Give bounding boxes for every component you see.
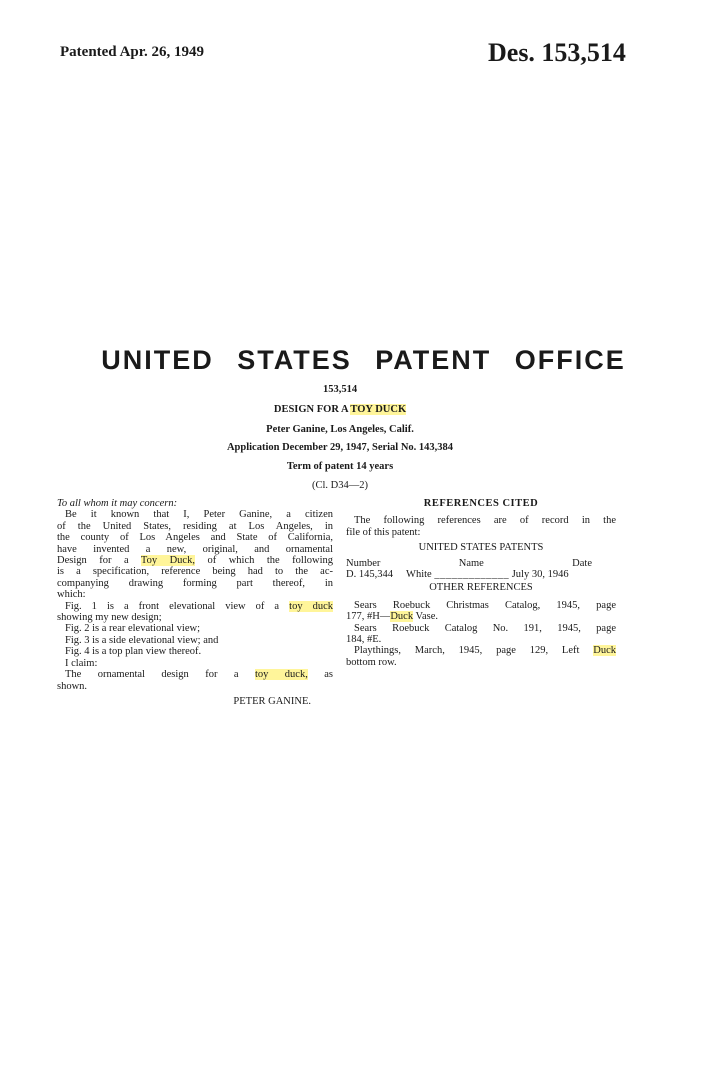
toy-duck-highlight: Toy Duck, — [140, 555, 195, 567]
patent-ref-number: D. 145,344 — [346, 569, 393, 581]
fig-line: Fig. 3 is a side elevational view; and — [65, 634, 219, 646]
table-header-date: Date — [572, 557, 592, 569]
us-patents-heading: UNITED STATES PATENTS — [418, 542, 544, 554]
patent-ref-date: July 30, 1946 — [511, 569, 569, 581]
design-number: 153,514 — [322, 384, 358, 395]
spec-line: have invented a new, original, and ornamental — [57, 543, 333, 555]
references-heading: REFERENCES CITED — [423, 498, 539, 509]
specification-column — [57, 498, 333, 707]
table-header-row — [346, 558, 616, 569]
toy-duck-highlight: toy duck, — [254, 669, 308, 681]
design-subject-highlight: TOY DUCK — [350, 404, 407, 415]
refs-intro: file of this patent: — [346, 526, 421, 538]
patented-date: Patented Apr. 26, 1949 — [60, 44, 205, 60]
references-column — [346, 498, 616, 668]
refs-intro: The following references are of record in the — [354, 515, 616, 527]
inventor: Peter Ganine, Los Angeles, Calif. — [266, 424, 414, 435]
other-ref-line: 184, #E. — [346, 634, 382, 646]
office-title: UNITED STATES PATENT OFFICE — [101, 345, 626, 375]
spec-line: which: — [57, 589, 86, 601]
spec-line: the county of Los Angeles and State of California, — [57, 532, 333, 544]
fig-line — [57, 601, 333, 612]
fig-line: Fig. 4 is a top plan view thereof. — [65, 646, 202, 658]
table-header-number: Number — [346, 557, 381, 569]
claim-line — [57, 669, 333, 680]
spec-text: Vase. — [415, 611, 438, 623]
spec-line — [57, 555, 333, 566]
table-header-name: Name — [458, 557, 484, 569]
salutation: To all whom it may concern: — [57, 498, 178, 509]
spec-line: is a specification, reference being had to the ac- — [57, 566, 333, 578]
spec-line: of the United States, residing at Los Angeles, in — [57, 520, 333, 532]
other-ref-line: Sears Roebuck Christmas Catalog, 1945, page — [354, 599, 616, 611]
spec-text: of which the following — [207, 555, 333, 567]
patent-number: Des. 153,514 — [488, 38, 626, 67]
patent-ref-name: White — [406, 569, 432, 581]
claim-heading: I claim: — [65, 657, 98, 669]
spec-line: Be it known that I, Peter Ganine, a citizen — [65, 509, 333, 521]
toy-duck-highlight: toy duck — [289, 600, 334, 612]
claim-line: shown. — [57, 680, 88, 692]
design-title — [0, 404, 680, 415]
table-row — [346, 569, 616, 580]
other-ref-line: bottom row. — [346, 656, 397, 668]
spec-text: Playthings, March, 1945, page 129, Left — [354, 645, 580, 657]
other-references-heading: OTHER REFERENCES — [429, 582, 533, 594]
fig-line: Fig. 2 is a rear elevational view; — [65, 623, 200, 635]
signature: PETER GANINE. — [233, 695, 311, 707]
other-ref-line — [346, 611, 616, 622]
fig-line: showing my new design; — [57, 612, 162, 624]
application-line: Application December 29, 1947, Serial No. 143,384 — [226, 442, 454, 453]
duck-highlight: Duck — [593, 645, 616, 657]
patent-ref-dots: _____________ — [434, 569, 510, 581]
spec-text: as — [324, 669, 334, 681]
duck-highlight: Duck — [390, 611, 414, 623]
other-ref-line: Sears Roebuck Catalog No. 191, 1945, page — [354, 622, 616, 634]
spec-text: 177, #H— — [346, 611, 391, 623]
class-line: (Cl. D34—2) — [312, 480, 368, 491]
design-prefix: DESIGN FOR A — [273, 404, 348, 415]
term-line: Term of patent 14 years — [286, 461, 394, 472]
spec-text: Fig. 1 is a front elevational view of a — [65, 600, 280, 612]
spec-text: The ornamental design for a — [65, 669, 239, 681]
spec-line: companying drawing forming part thereof, in — [57, 577, 333, 589]
spec-text: Design for a — [57, 555, 129, 567]
other-ref-line — [346, 645, 616, 656]
